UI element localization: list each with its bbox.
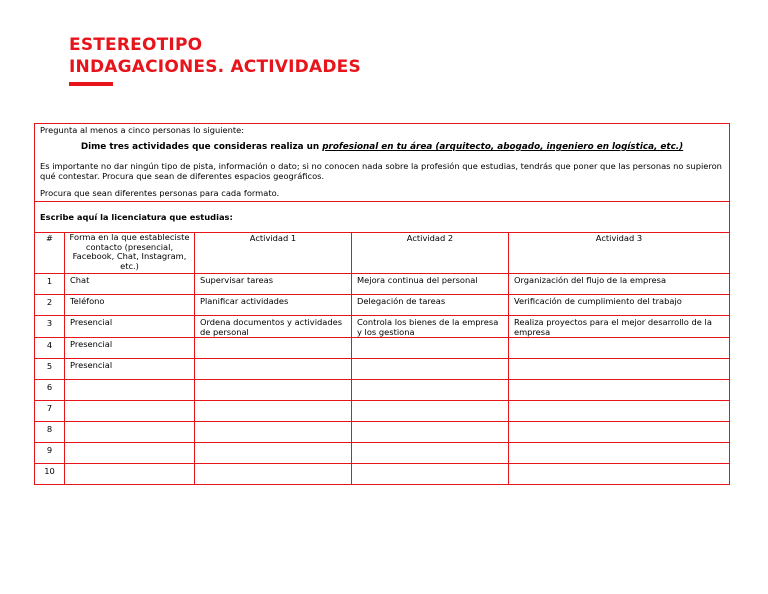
contact-method-cell[interactable]	[65, 316, 195, 338]
contact-method-cell-text	[70, 380, 189, 381]
document-header	[69, 34, 361, 86]
activity-2-cell[interactable]	[352, 359, 509, 380]
activity-3-cell[interactable]	[509, 359, 730, 380]
activity-1-cell-text	[200, 443, 346, 444]
activity-1-cell[interactable]	[195, 443, 352, 464]
row-number: 7	[35, 401, 65, 422]
header-number: #	[35, 233, 65, 274]
activity-2-cell[interactable]	[352, 274, 509, 295]
table-row	[35, 380, 730, 401]
activity-1-cell[interactable]	[195, 422, 352, 443]
activity-1-cell-text	[200, 380, 346, 381]
activity-2-cell-text	[357, 359, 503, 360]
contact-method-cell-text: Teléfono	[70, 296, 105, 306]
instruction-note: Es importante no dar ningún tipo de pista, información o dato; si no conocen nada sobre la profesión que estudias, tendrás que poner que las personas no supieron qué contestar. Procura que sean de diferentes espacios geográficos.	[40, 161, 722, 181]
activity-1-cell[interactable]	[195, 380, 352, 401]
title-underline	[69, 82, 113, 86]
row-number: 8	[35, 422, 65, 443]
instruction-ask: Pregunta al menos a cinco personas lo siguiente:	[40, 125, 245, 135]
activity-3-cell-text	[514, 380, 724, 381]
table-row	[35, 464, 730, 485]
activity-1-cell-text	[200, 338, 346, 339]
activity-2-cell[interactable]	[352, 422, 509, 443]
title-line-1: ESTEREOTIPO	[69, 35, 203, 55]
activity-1-cell-text	[200, 359, 346, 360]
activity-1-cell[interactable]	[195, 295, 352, 316]
activity-3-cell-text	[514, 401, 724, 402]
activity-3-cell[interactable]	[509, 401, 730, 422]
activity-3-cell[interactable]	[509, 443, 730, 464]
activity-2-cell[interactable]	[352, 443, 509, 464]
table-row	[35, 338, 730, 359]
activity-2-cell-text	[357, 401, 503, 402]
contact-method-cell-text	[70, 443, 189, 444]
activity-2-cell-text: Mejora continua del personal	[357, 275, 478, 285]
activity-3-cell[interactable]	[509, 422, 730, 443]
table-row	[35, 295, 730, 316]
contact-method-cell[interactable]	[65, 443, 195, 464]
row-number: 2	[35, 295, 65, 316]
table-row	[35, 443, 730, 464]
activity-3-cell-text	[514, 464, 724, 465]
instruction-main	[40, 142, 724, 152]
activity-2-cell[interactable]	[352, 316, 509, 338]
row-number: 9	[35, 443, 65, 464]
contact-method-cell[interactable]	[65, 380, 195, 401]
licenciatura-label: Escribe aquí la licenciatura que estudias:	[40, 212, 233, 222]
contact-method-cell[interactable]	[65, 359, 195, 380]
activity-2-cell-text: Controla los bienes de la empresa y los gestiona	[357, 317, 499, 337]
activity-3-cell[interactable]	[509, 295, 730, 316]
activity-3-cell[interactable]	[509, 380, 730, 401]
activity-1-cell-text	[200, 464, 346, 465]
activities-table	[34, 123, 730, 485]
activity-1-cell[interactable]	[195, 316, 352, 338]
contact-method-cell-text	[70, 401, 189, 402]
header-contact: Forma en la que estableciste contacto (presencial, Facebook, Chat, Instagram, etc.)	[65, 233, 195, 274]
activity-1-cell[interactable]	[195, 464, 352, 485]
contact-method-cell[interactable]	[65, 274, 195, 295]
activity-2-cell-text	[357, 338, 503, 339]
header-activity-2: Actividad 2	[352, 233, 509, 274]
contact-method-cell-text: Presencial	[70, 339, 113, 349]
table-row	[35, 274, 730, 295]
licenciatura-field[interactable]	[35, 202, 730, 233]
table-header-row	[35, 233, 730, 274]
contact-method-cell[interactable]	[65, 338, 195, 359]
activity-3-cell-text: Realiza proyectos para el mejor desarrollo de la empresa	[514, 317, 712, 337]
activity-1-cell[interactable]	[195, 338, 352, 359]
activity-2-cell-text	[357, 443, 503, 444]
row-number: 3	[35, 316, 65, 338]
row-number: 6	[35, 380, 65, 401]
activity-2-cell[interactable]	[352, 401, 509, 422]
activity-1-cell[interactable]	[195, 359, 352, 380]
table-row	[35, 316, 730, 338]
contact-method-cell[interactable]	[65, 295, 195, 316]
instructions-cell	[35, 124, 730, 202]
activity-3-cell-text	[514, 443, 724, 444]
activity-3-cell[interactable]	[509, 316, 730, 338]
header-activity-3: Actividad 3	[509, 233, 730, 274]
row-number: 5	[35, 359, 65, 380]
activity-2-cell-text	[357, 380, 503, 381]
contact-method-cell-text	[70, 464, 189, 465]
activity-1-cell-text: Planificar actividades	[200, 296, 289, 306]
activity-1-cell-text: Supervisar tareas	[200, 275, 274, 285]
contact-method-cell-text: Chat	[70, 275, 90, 285]
row-number: 4	[35, 338, 65, 359]
instruction-main-emphasis: profesional en tu área (arquitecto, abogado, ingeniero en logística, etc.)	[322, 142, 684, 152]
title-line-2: INDAGACIONES. ACTIVIDADES	[69, 57, 361, 77]
instruction-format-note: Procura que sean diferentes personas para cada formato.	[40, 188, 280, 198]
activity-1-cell-text: Ordena documentos y actividades de personal	[200, 317, 343, 337]
activity-1-cell-text	[200, 401, 346, 402]
activity-2-cell[interactable]	[352, 295, 509, 316]
activity-3-cell-text: Organización del flujo de la empresa	[514, 275, 667, 285]
activity-3-cell[interactable]	[509, 338, 730, 359]
activity-1-cell-text	[200, 422, 346, 423]
contact-method-cell[interactable]	[65, 401, 195, 422]
activity-3-cell[interactable]	[509, 274, 730, 295]
row-number: 10	[35, 464, 65, 485]
activity-3-cell[interactable]	[509, 464, 730, 485]
contact-method-cell[interactable]	[65, 464, 195, 485]
activity-2-cell-text	[357, 422, 503, 423]
contact-method-cell-text	[70, 422, 189, 423]
activity-3-cell-text	[514, 338, 724, 339]
table-row	[35, 422, 730, 443]
activity-2-cell[interactable]	[352, 380, 509, 401]
activity-3-cell-text: Verificación de cumplimiento del trabajo	[514, 296, 682, 306]
table-row	[35, 401, 730, 422]
instruction-main-text: Dime tres actividades que consideras realiza un	[80, 142, 323, 152]
contact-method-cell[interactable]	[65, 422, 195, 443]
contact-method-cell-text: Presencial	[70, 360, 113, 370]
activity-2-cell-text: Delegación de tareas	[357, 296, 446, 306]
activity-3-cell-text	[514, 359, 724, 360]
activity-1-cell[interactable]	[195, 401, 352, 422]
row-number: 1	[35, 274, 65, 295]
contact-method-cell-text: Presencial	[70, 317, 113, 327]
activity-2-cell[interactable]	[352, 464, 509, 485]
activity-2-cell-text	[357, 464, 503, 465]
activity-3-cell-text	[514, 422, 724, 423]
activity-2-cell[interactable]	[352, 338, 509, 359]
table-row	[35, 359, 730, 380]
activity-1-cell[interactable]	[195, 274, 352, 295]
header-activity-1: Actividad 1	[195, 233, 352, 274]
